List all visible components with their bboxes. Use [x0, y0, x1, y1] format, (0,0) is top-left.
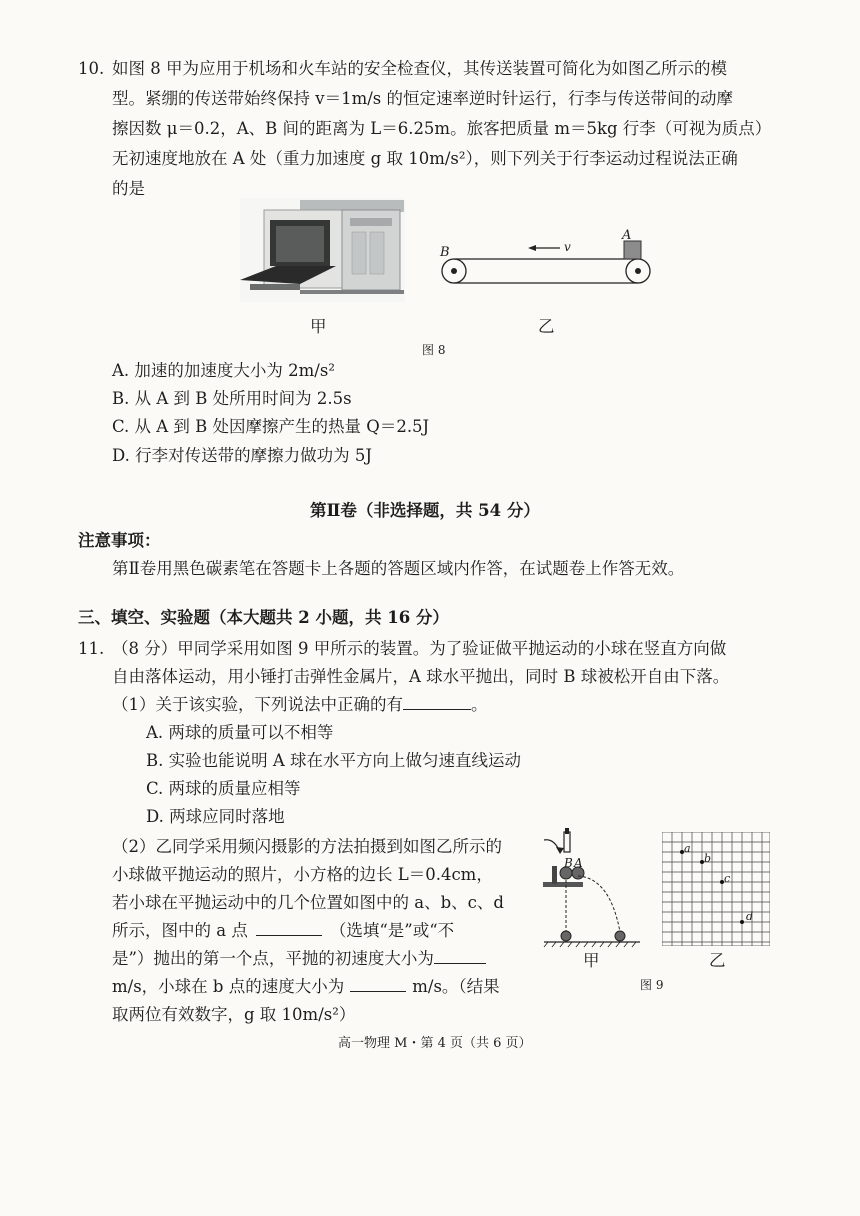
q10-option-a: A. 加速的加速度大小为 2m/s² — [112, 361, 335, 380]
q10-number: 10. — [78, 59, 105, 78]
q11-line-1: （8 分）甲同学采用如图 9 甲所示的装置。为了验证做平抛运动的小球在竖直方向做 — [112, 639, 727, 658]
q11-sub2-line-6b: m/s。（结果 — [412, 977, 500, 996]
q11-line-2: 自由落体运动，用小锤打击弹性金属片，A 球水平抛出，同时 B 球被松开自由下落。 — [112, 667, 730, 686]
q11-sub1 — [112, 694, 488, 716]
security-scanner-image — [240, 198, 405, 302]
q11-sub2-line-5 — [112, 948, 486, 970]
point-a-label: a — [684, 842, 691, 855]
q11-sub2-line-4 — [112, 920, 454, 942]
q10-line-4: 无初速度地放在 A 处（重力加速度 g 取 10m/s²），则下列关于行李运动过程说法正确 — [112, 149, 738, 168]
q10-option-d: D. 行李对传送带的摩擦力做功为 5J — [112, 446, 372, 465]
first-point-answer-blank[interactable] — [256, 921, 322, 936]
initial-velocity-answer-blank[interactable] — [434, 949, 486, 964]
q11-option-c: C. 两球的质量应相等 — [146, 779, 301, 798]
conveyor-diagram — [428, 226, 668, 290]
b-velocity-answer-blank[interactable] — [350, 977, 406, 992]
q11-sub2-line-6a: m/s，小球在 b 点的速度大小为 — [112, 977, 345, 996]
q10-line-2: 型。紧绷的传送带始终保持 v＝1m/s 的恒定速率逆时针运行，行李与传送带间的动摩 — [112, 89, 733, 108]
q10-line-3: 擦因数 μ＝0.2，A、B 间的距离为 L＝6.25m。旅客把质量 m＝5kg 行李（可视为质点） — [112, 119, 772, 138]
q11-sub2-line-4a: 所示，图中的 a 点 — [112, 921, 248, 940]
fig9-label-a: A — [574, 856, 583, 870]
fig8-label-yi: 乙 — [538, 317, 555, 336]
q11-sub2-line-3: 若小球在平抛运动中的几个位置如图中的 a、b、c、d — [112, 893, 504, 912]
q11-sub2-line-2: 小球做平抛运动的照片，小方格的边长 L＝0.4cm， — [112, 865, 493, 884]
q11-sub1-end: 。 — [471, 695, 488, 714]
q11-option-b: B. 实验也能说明 A 球在水平方向上做匀速直线运动 — [146, 751, 522, 770]
q11-sub2-line-7: 取两位有效数字，g 取 10m/s²） — [112, 1005, 356, 1024]
q11-sub1-answer-blank[interactable] — [403, 695, 471, 710]
fig9-caption: 图 9 — [640, 978, 664, 992]
fig9-label-yi: 乙 — [709, 951, 726, 970]
q11-option-d: D. 两球应同时落地 — [146, 807, 285, 826]
notice-heading: 注意事项： — [78, 531, 161, 550]
q10-line-5: 的是 — [112, 179, 145, 198]
fig9-label-b: B — [564, 856, 573, 870]
q11-option-a: A. 两球的质量可以不相等 — [146, 723, 334, 742]
point-d-label: d — [746, 910, 754, 923]
q11-sub2-line-6 — [112, 976, 500, 998]
q11-sub2-line-1: （2）乙同学采用频闪摄影的方法拍摄到如图乙所示的 — [112, 837, 502, 856]
point-c-label: c — [724, 872, 731, 885]
section3-heading: 三、填空、实验题（本大题共 2 小题，共 16 分） — [78, 608, 449, 627]
fig8-label-jia: 甲 — [310, 317, 327, 336]
part2-title: 第Ⅱ卷（非选择题，共 54 分） — [310, 501, 540, 520]
q11-sub2-line-4b: （选填“是”或“不 — [329, 921, 455, 940]
notice-text: 第Ⅱ卷用黑色碳素笔在答题卡上各题的答题区域内作答，在试题卷上作答无效。 — [112, 559, 685, 578]
label-a: A — [622, 228, 632, 243]
strobe-photo-grid — [662, 832, 770, 946]
fig8-caption: 图 8 — [422, 343, 446, 357]
fig9-label-jia: 甲 — [583, 951, 600, 970]
free-fall-apparatus-diagram — [540, 826, 650, 950]
q10-option-c: C. 从 A 到 B 处因摩擦产生的热量 Q＝2.5J — [112, 417, 430, 436]
q10-line-1: 如图 8 甲为应用于机场和火车站的安全检查仪，其传送装置可简化为如图乙所示的模 — [112, 59, 727, 78]
q11-sub2-line-5a: 是”）抛出的第一个点，平抛的初速度大小为 — [112, 949, 434, 968]
label-v: v — [564, 240, 571, 254]
label-b: B — [440, 245, 450, 260]
q11-number: 11. — [78, 639, 105, 658]
page-footer: 高一物理 M・第 4 页（共 6 页） — [338, 1036, 532, 1051]
point-b-label: b — [704, 852, 712, 865]
q11-sub1-text: （1）关于该实验，下列说法中正确的有 — [112, 695, 403, 714]
q10-option-b: B. 从 A 到 B 处所用时间为 2.5s — [112, 389, 352, 408]
